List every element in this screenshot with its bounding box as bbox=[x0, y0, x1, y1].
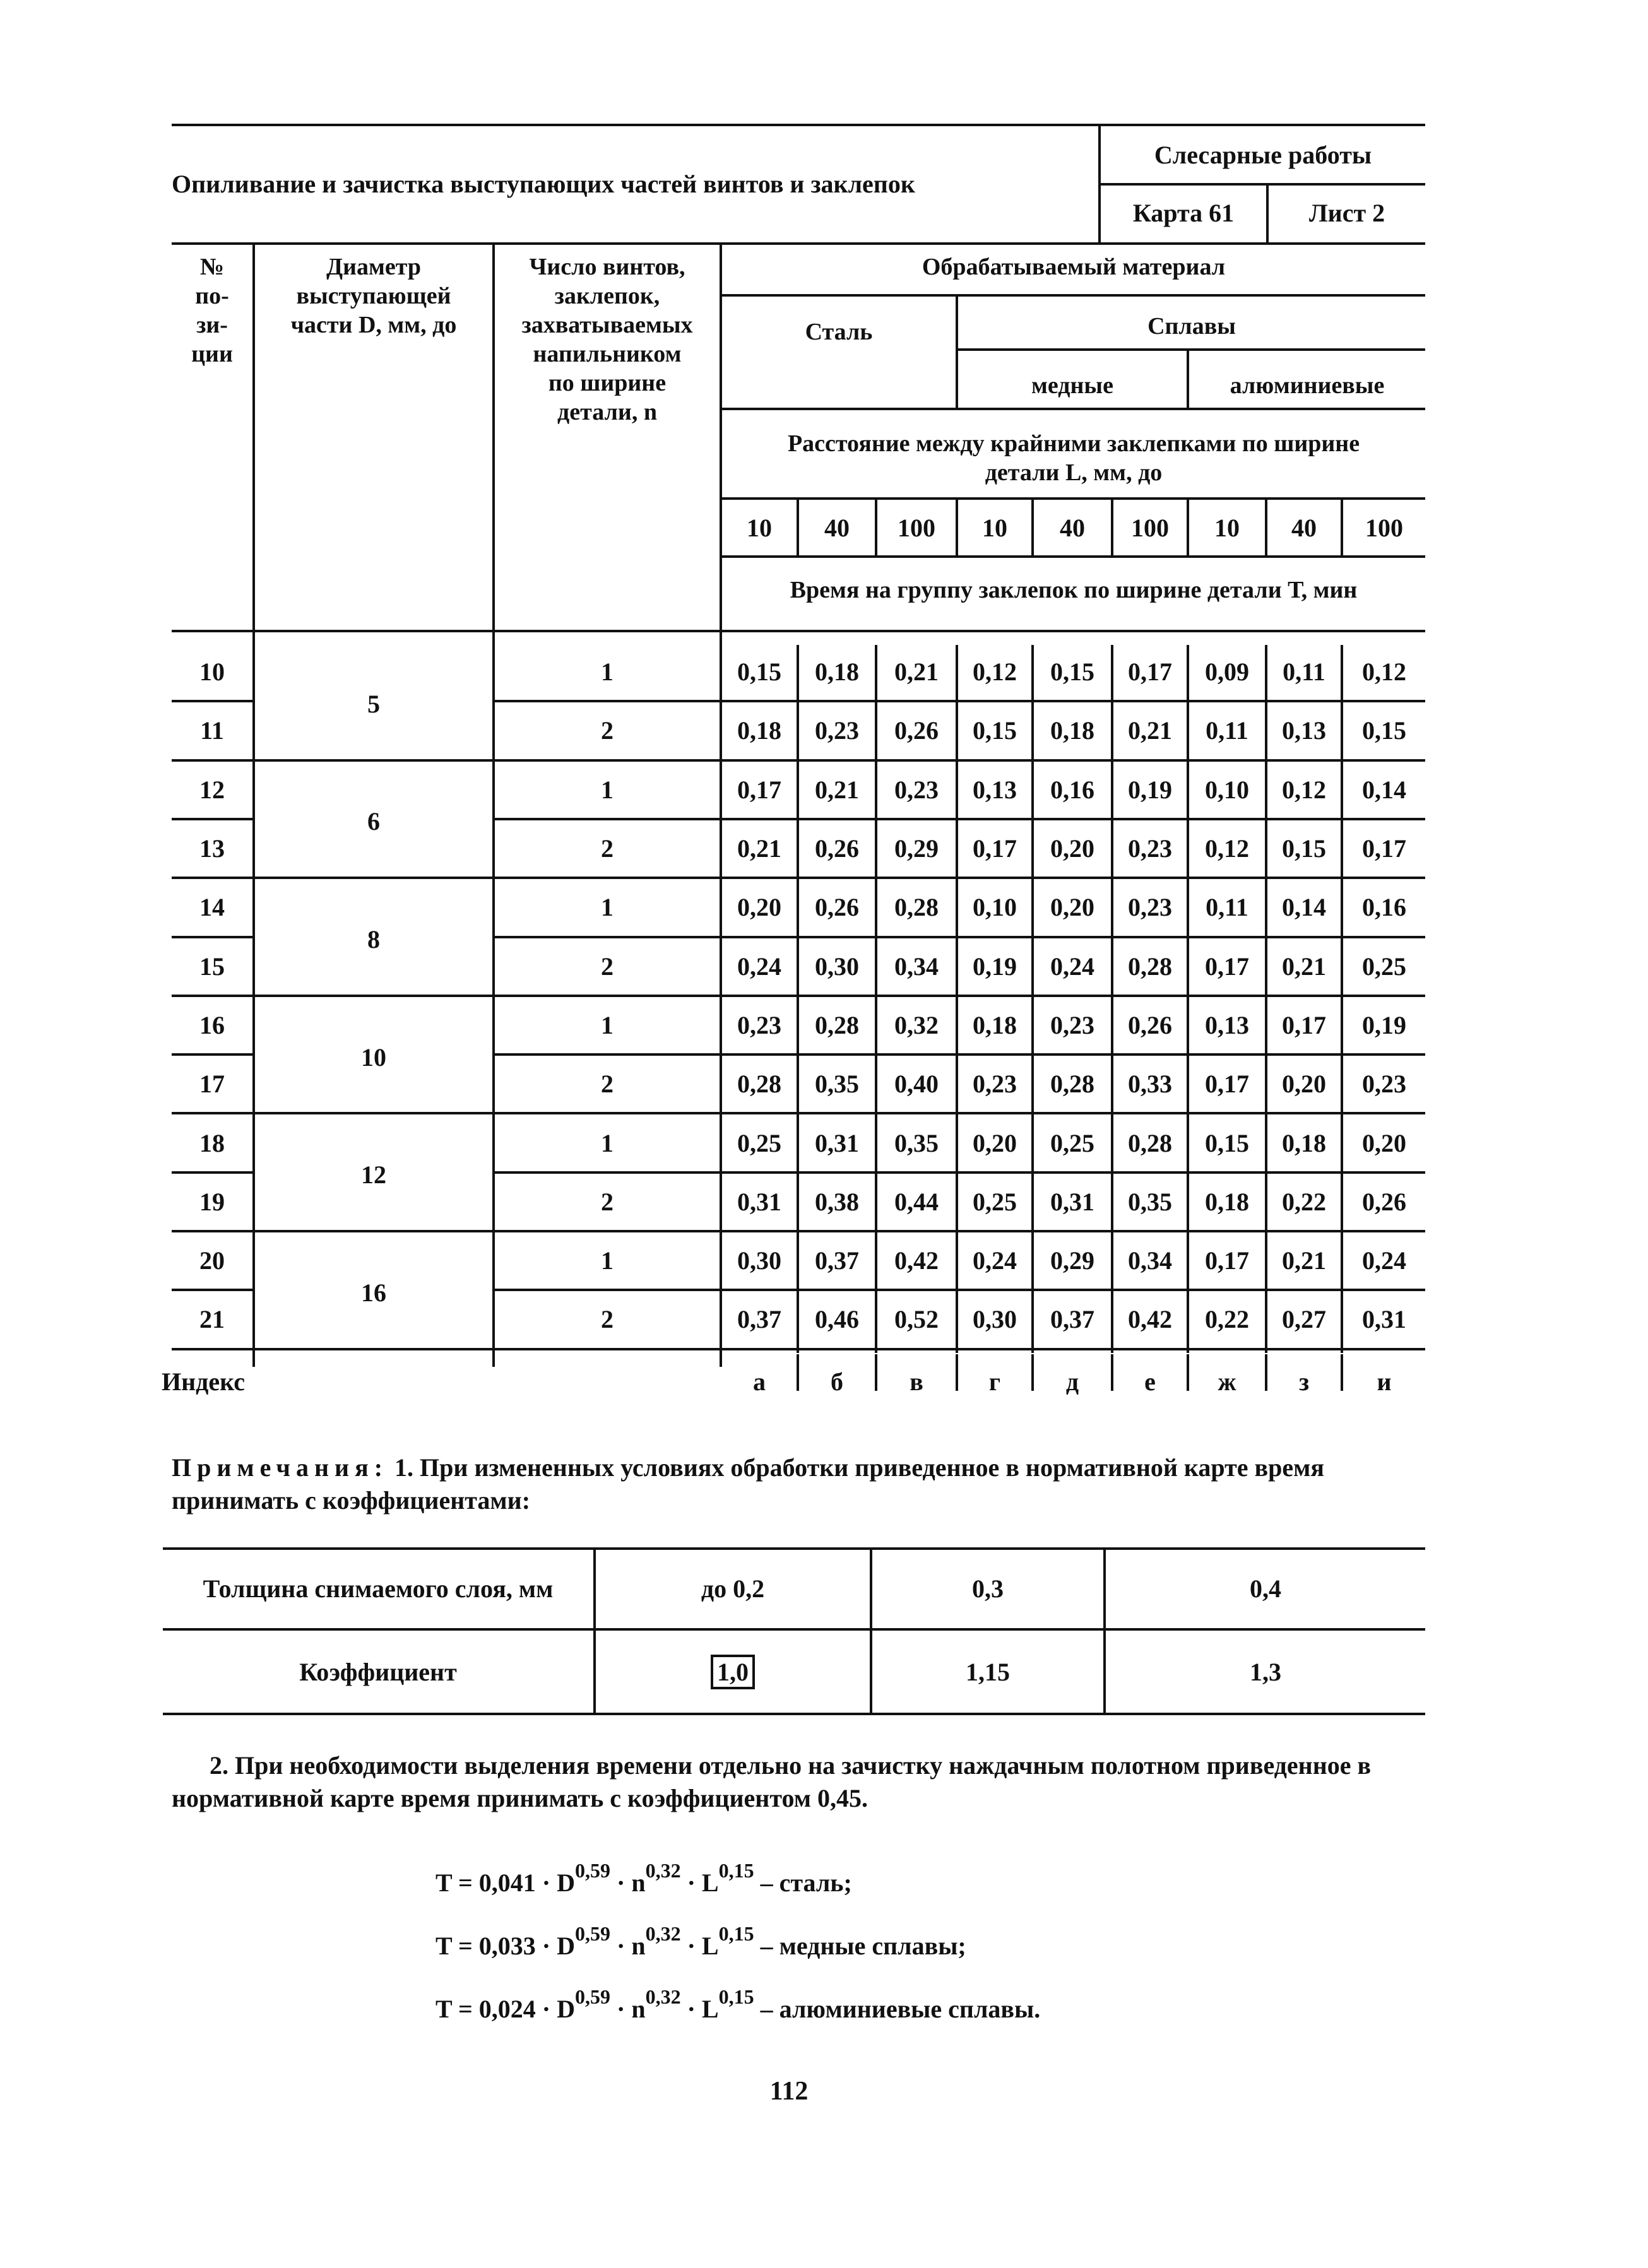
time-value-cell: 0,29 bbox=[894, 834, 939, 863]
time-value-cell: 0,15 bbox=[737, 658, 781, 687]
coef-value-boxed: 1,0 bbox=[711, 1655, 755, 1689]
distance-col-rule bbox=[956, 497, 958, 555]
time-value-cell: 0,11 bbox=[1283, 658, 1325, 687]
thickness-value: 0,4 bbox=[1250, 1574, 1281, 1603]
time-value-cell: 0,33 bbox=[1128, 1070, 1172, 1099]
time-value-cell: 0,52 bbox=[894, 1305, 939, 1334]
time-value-cell: 0,15 bbox=[1362, 716, 1406, 745]
index-col-rule bbox=[1187, 1354, 1189, 1391]
index-letter: е bbox=[1144, 1367, 1156, 1396]
note-2: 2. При необходимости выделения времени отдельно на зачистку наждачным полотном приведенное в нормативной карте время принимать с коэффициентом 0,45. bbox=[172, 1751, 1372, 1812]
note-1 bbox=[172, 1451, 1425, 1517]
formula-exponent: 0,32 bbox=[645, 1859, 681, 1882]
time-value-cell: 0,35 bbox=[894, 1128, 939, 1157]
time-value-cell: 0,18 bbox=[1050, 716, 1094, 745]
count-cell: 1 bbox=[601, 775, 614, 804]
formula-exponent: 0,59 bbox=[574, 1922, 610, 1945]
time-value-cell: 0,29 bbox=[1050, 1246, 1094, 1275]
time-value-cell: 0,10 bbox=[1205, 775, 1249, 804]
time-value-cell: 0,30 bbox=[815, 952, 859, 981]
distance-value: 40 bbox=[1291, 513, 1317, 542]
time-value-cell: 0,16 bbox=[1050, 775, 1094, 804]
formula-part: · n bbox=[610, 1995, 646, 2023]
formula-line bbox=[436, 1859, 852, 1898]
sheet-number: Лист 2 bbox=[1308, 199, 1385, 227]
formula-line bbox=[436, 1922, 966, 1961]
diameter-cell: 10 bbox=[361, 1042, 386, 1072]
count-cell: 1 bbox=[601, 1246, 614, 1275]
count-cell: 1 bbox=[601, 658, 614, 687]
distance-top-rule bbox=[720, 408, 1425, 410]
time-value-cell: 0,21 bbox=[1128, 716, 1172, 745]
time-value-cell: 0,19 bbox=[973, 952, 1017, 981]
time-value-cell: 0,18 bbox=[1205, 1187, 1249, 1216]
time-value-cell: 0,17 bbox=[1205, 1246, 1249, 1275]
distance-value: 40 bbox=[1060, 513, 1085, 542]
time-value-cell: 0,42 bbox=[1128, 1305, 1172, 1334]
thickness-value: до 0,2 bbox=[701, 1574, 765, 1603]
row-rule bbox=[492, 936, 1425, 938]
time-value-cell: 0,15 bbox=[973, 716, 1017, 745]
time-value-cell: 0,17 bbox=[1128, 658, 1172, 687]
time-value-cell: 0,23 bbox=[1128, 893, 1172, 922]
time-value-cell: 0,46 bbox=[815, 1305, 859, 1334]
formula-exponent: 0,15 bbox=[718, 1922, 754, 1945]
index-letter: з bbox=[1298, 1367, 1310, 1396]
time-value-cell: 0,20 bbox=[737, 893, 781, 922]
time-value-cell: 0,17 bbox=[973, 834, 1017, 863]
time-value-cell: 0,21 bbox=[1282, 952, 1326, 981]
distance-values-rule bbox=[720, 555, 1425, 558]
row-rule bbox=[492, 1171, 1425, 1174]
time-value-cell: 0,28 bbox=[894, 893, 939, 922]
count-cell: 1 bbox=[601, 893, 614, 922]
time-value-cell: 0,31 bbox=[737, 1187, 781, 1216]
row-rule bbox=[172, 700, 252, 702]
time-value-cell: 0,12 bbox=[1282, 775, 1326, 804]
time-value-cell: 0,22 bbox=[1282, 1187, 1326, 1216]
index-letter: в bbox=[910, 1367, 923, 1396]
count-cell: 2 bbox=[601, 834, 614, 863]
time-value-cell: 0,21 bbox=[737, 834, 781, 863]
distance-value: 10 bbox=[982, 513, 1007, 542]
coef-value: 1,3 bbox=[1250, 1657, 1281, 1686]
time-value-cell: 0,10 bbox=[973, 893, 1017, 922]
distance-col-rule bbox=[1111, 497, 1113, 555]
formula-part: · L bbox=[680, 1995, 719, 2023]
distance-value: 100 bbox=[1131, 513, 1169, 542]
formula-part: · n bbox=[610, 1932, 646, 1960]
position-cell: 21 bbox=[199, 1305, 225, 1334]
coef-label: Коэффициент bbox=[299, 1657, 457, 1686]
time-value-cell: 0,14 bbox=[1282, 893, 1326, 922]
time-value-cell: 0,23 bbox=[737, 1010, 781, 1039]
diameter-cell: 5 bbox=[367, 689, 380, 718]
time-value-cell: 0,24 bbox=[973, 1246, 1017, 1275]
col-header-diameter: Диаметр выступающей части D, мм, до bbox=[290, 254, 457, 338]
distance-col-rule bbox=[1341, 497, 1343, 555]
time-value-cell: 0,37 bbox=[815, 1246, 859, 1275]
formula-line bbox=[436, 1985, 1041, 2024]
distance-col-rule bbox=[1187, 497, 1189, 555]
index-col-rule bbox=[956, 1354, 958, 1391]
formula-part: – алюминиевые сплавы. bbox=[754, 1995, 1041, 2023]
time-value-cell: 0,12 bbox=[1362, 658, 1406, 687]
formula-exponent: 0,59 bbox=[574, 1985, 610, 2008]
header-top-rule bbox=[172, 124, 1425, 126]
time-value-cell: 0,32 bbox=[894, 1010, 939, 1039]
count-cell: 2 bbox=[601, 952, 614, 981]
position-cell: 13 bbox=[199, 834, 225, 863]
row-rule bbox=[492, 1053, 1425, 1056]
formula-part: · L bbox=[680, 1932, 719, 1960]
row-rule bbox=[172, 936, 252, 938]
header-end-rule bbox=[172, 630, 1425, 632]
formula-exponent: 0,59 bbox=[574, 1859, 610, 1882]
formula-exponent: 0,32 bbox=[645, 1922, 681, 1945]
distance-col-rule bbox=[797, 497, 799, 555]
position-cell: 14 bbox=[199, 893, 225, 922]
index-col-rule bbox=[1341, 1354, 1343, 1391]
index-letter: б bbox=[831, 1367, 843, 1396]
time-value-cell: 0,17 bbox=[1205, 1070, 1249, 1099]
time-value-cell: 0,38 bbox=[815, 1187, 859, 1216]
value-col-rule bbox=[797, 645, 799, 1353]
time-value-cell: 0,23 bbox=[815, 716, 859, 745]
distance-value: 40 bbox=[824, 513, 850, 542]
time-value-cell: 0,28 bbox=[737, 1070, 781, 1099]
time-value-cell: 0,15 bbox=[1282, 834, 1326, 863]
time-value-cell: 0,23 bbox=[1050, 1010, 1094, 1039]
coef-value-cell bbox=[596, 1631, 870, 1713]
time-value-cell: 0,24 bbox=[1362, 1246, 1406, 1275]
index-col-rule bbox=[797, 1354, 799, 1391]
time-value-cell: 0,19 bbox=[1362, 1010, 1406, 1039]
position-cell: 20 bbox=[199, 1246, 225, 1275]
index-letter: д bbox=[1065, 1367, 1079, 1396]
header-bottom-rule bbox=[172, 242, 1425, 245]
time-value-cell: 0,37 bbox=[737, 1305, 781, 1334]
time-value-cell: 0,34 bbox=[894, 952, 939, 981]
alloys-header: Сплавы bbox=[1147, 313, 1236, 340]
time-value-cell: 0,34 bbox=[1128, 1246, 1172, 1275]
page-title: Опиливание и зачистка выступающих частей винтов и заклепок bbox=[172, 170, 915, 198]
position-cell: 12 bbox=[199, 775, 225, 804]
distance-value: 10 bbox=[1214, 513, 1240, 542]
distance-col-rule bbox=[1265, 497, 1267, 555]
count-cell: 2 bbox=[601, 1070, 614, 1099]
value-col-rule bbox=[1111, 645, 1113, 1353]
row-rule bbox=[492, 818, 1425, 820]
time-value-cell: 0,31 bbox=[1362, 1305, 1406, 1334]
time-value-cell: 0,12 bbox=[973, 658, 1017, 687]
formula-part: · n bbox=[610, 1869, 646, 1897]
time-value-cell: 0,27 bbox=[1282, 1305, 1326, 1334]
time-header: Время на группу заклепок по ширине детали Т, мин bbox=[790, 577, 1358, 603]
value-col-rule bbox=[1265, 645, 1267, 1353]
row-rule bbox=[172, 1171, 252, 1174]
time-value-cell: 0,28 bbox=[1128, 1128, 1172, 1157]
time-value-cell: 0,25 bbox=[1362, 952, 1406, 981]
time-value-cell: 0,12 bbox=[1205, 834, 1249, 863]
time-value-cell: 0,18 bbox=[1282, 1128, 1326, 1157]
time-value-cell: 0,17 bbox=[1362, 834, 1406, 863]
formula-part: · L bbox=[680, 1869, 719, 1897]
value-col-rule bbox=[1031, 645, 1034, 1353]
note-1-label: Примечания: bbox=[172, 1453, 389, 1482]
formula-part: – медные сплавы; bbox=[754, 1932, 966, 1960]
card-number: Карта 61 bbox=[1132, 199, 1235, 227]
position-cell: 15 bbox=[199, 952, 225, 981]
value-col-rule bbox=[875, 645, 877, 1353]
time-value-cell: 0,37 bbox=[1050, 1305, 1094, 1334]
distance-value: 100 bbox=[898, 513, 935, 542]
time-value-cell: 0,19 bbox=[1128, 775, 1172, 804]
time-value-cell: 0,18 bbox=[815, 658, 859, 687]
aluminum-header: алюминиевые bbox=[1230, 372, 1385, 399]
diameter-cell: 6 bbox=[367, 807, 380, 836]
row-rule bbox=[172, 1053, 252, 1056]
time-value-cell: 0,23 bbox=[973, 1070, 1017, 1099]
index-col-rule bbox=[875, 1354, 877, 1391]
alloys-rule bbox=[956, 348, 1425, 351]
col-header-position: № по- зи- ции bbox=[191, 254, 233, 367]
time-value-cell: 0,35 bbox=[815, 1070, 859, 1099]
diameter-cell: 8 bbox=[367, 924, 380, 954]
position-cell: 10 bbox=[199, 658, 225, 687]
index-col-rule bbox=[1111, 1354, 1113, 1391]
time-value-cell: 0,26 bbox=[1128, 1010, 1172, 1039]
time-value-cell: 0,17 bbox=[1282, 1010, 1326, 1039]
time-value-cell: 0,24 bbox=[737, 952, 781, 981]
distance-value: 10 bbox=[747, 513, 772, 542]
time-value-cell: 0,11 bbox=[1206, 716, 1248, 745]
time-value-cell: 0,14 bbox=[1362, 775, 1406, 804]
time-value-cell: 0,23 bbox=[1128, 834, 1172, 863]
time-value-cell: 0,26 bbox=[894, 716, 939, 745]
index-label: Индекс bbox=[162, 1367, 245, 1396]
row-rule bbox=[492, 700, 1425, 702]
row-rule bbox=[172, 1289, 252, 1291]
distance-header: Расстояние между крайними заклепками по ширине детали L, мм, до bbox=[787, 430, 1360, 486]
time-value-cell: 0,21 bbox=[815, 775, 859, 804]
time-value-cell: 0,15 bbox=[1205, 1128, 1249, 1157]
time-value-cell: 0,20 bbox=[973, 1128, 1017, 1157]
page-number: 112 bbox=[769, 2077, 809, 2106]
time-value-cell: 0,20 bbox=[1050, 834, 1094, 863]
formula-part: T = 0,033 · D bbox=[436, 1932, 575, 1960]
time-value-cell: 0,28 bbox=[1128, 952, 1172, 981]
time-value-cell: 0,20 bbox=[1050, 893, 1094, 922]
work-category: Слесарные работы bbox=[1154, 141, 1372, 169]
formula-exponent: 0,15 bbox=[718, 1859, 754, 1882]
position-cell: 19 bbox=[199, 1187, 225, 1216]
value-col-rule bbox=[956, 645, 958, 1353]
copper-header: медные bbox=[1031, 372, 1113, 399]
col-header-count: Число винтов, заклепок, захватываемых напильником по ширине детали, n bbox=[521, 254, 693, 425]
time-value-cell: 0,15 bbox=[1050, 658, 1094, 687]
time-value-cell: 0,18 bbox=[737, 716, 781, 745]
formula-part: T = 0,041 · D bbox=[436, 1869, 575, 1897]
index-letter: а bbox=[753, 1367, 766, 1396]
position-cell: 18 bbox=[199, 1128, 225, 1157]
time-value-cell: 0,17 bbox=[737, 775, 781, 804]
time-value-cell: 0,11 bbox=[1206, 893, 1248, 922]
time-value-cell: 0,13 bbox=[1282, 716, 1326, 745]
count-cell: 1 bbox=[601, 1010, 614, 1039]
index-col-rule bbox=[1265, 1354, 1267, 1391]
time-value-cell: 0,13 bbox=[1205, 1010, 1249, 1039]
time-value-cell: 0,23 bbox=[894, 775, 939, 804]
time-value-cell: 0,26 bbox=[815, 834, 859, 863]
value-col-rule bbox=[1341, 645, 1343, 1353]
note-1-text: 1. При измененных условиях обработки приведенное в нормативной карте время принимать с коэффициентами: bbox=[172, 1453, 1324, 1515]
time-value-cell: 0,44 bbox=[894, 1187, 939, 1216]
count-cell: 2 bbox=[601, 1305, 614, 1334]
count-cell: 1 bbox=[601, 1128, 614, 1157]
time-value-cell: 0,16 bbox=[1362, 893, 1406, 922]
time-value-cell: 0,42 bbox=[894, 1246, 939, 1275]
steel-header: Сталь bbox=[805, 319, 873, 345]
time-value-cell: 0,25 bbox=[1050, 1128, 1094, 1157]
time-value-cell: 0,31 bbox=[815, 1128, 859, 1157]
position-cell: 11 bbox=[200, 716, 224, 745]
formula-part: – сталь; bbox=[754, 1869, 852, 1897]
formula-exponent: 0,15 bbox=[718, 1985, 754, 2008]
time-value-cell: 0,24 bbox=[1050, 952, 1094, 981]
time-value-cell: 0,30 bbox=[737, 1246, 781, 1275]
position-cell: 16 bbox=[199, 1010, 225, 1039]
time-value-cell: 0,35 bbox=[1128, 1187, 1172, 1216]
time-value-cell: 0,30 bbox=[973, 1305, 1017, 1334]
time-value-cell: 0,40 bbox=[894, 1070, 939, 1099]
header-mid-rule bbox=[1098, 183, 1425, 186]
row-rule bbox=[492, 1289, 1425, 1291]
time-value-cell: 0,28 bbox=[815, 1010, 859, 1039]
position-cell: 17 bbox=[199, 1070, 225, 1099]
time-value-cell: 0,20 bbox=[1282, 1070, 1326, 1099]
index-col-rule bbox=[1031, 1354, 1034, 1391]
formula-part: T = 0,024 · D bbox=[436, 1995, 575, 2023]
time-value-cell: 0,21 bbox=[1282, 1246, 1326, 1275]
time-value-cell: 0,20 bbox=[1362, 1128, 1406, 1157]
time-value-cell: 0,17 bbox=[1205, 952, 1249, 981]
thickness-label: Толщина снимаемого слоя, мм bbox=[203, 1574, 554, 1603]
index-letter: ж bbox=[1218, 1367, 1236, 1396]
row-rule bbox=[172, 818, 252, 820]
index-letter: и bbox=[1377, 1367, 1392, 1396]
time-value-cell: 0,25 bbox=[737, 1128, 781, 1157]
coef-value: 1,15 bbox=[966, 1657, 1010, 1686]
count-cell: 2 bbox=[601, 1187, 614, 1216]
count-cell: 2 bbox=[601, 716, 614, 745]
thickness-value: 0,3 bbox=[972, 1574, 1004, 1603]
formula-exponent: 0,32 bbox=[645, 1985, 681, 2008]
value-col-rule bbox=[1187, 645, 1189, 1353]
time-value-cell: 0,22 bbox=[1205, 1305, 1249, 1334]
distance-col-rule bbox=[875, 497, 877, 555]
time-value-cell: 0,09 bbox=[1205, 658, 1249, 687]
time-value-cell: 0,28 bbox=[1050, 1070, 1094, 1099]
coef-bottom-rule bbox=[163, 1713, 1425, 1715]
distance-value: 100 bbox=[1365, 513, 1403, 542]
time-value-cell: 0,26 bbox=[1362, 1187, 1406, 1216]
distance-col-rule bbox=[1031, 497, 1034, 555]
time-value-cell: 0,31 bbox=[1050, 1187, 1094, 1216]
diameter-cell: 12 bbox=[361, 1161, 386, 1190]
diameter-cell: 16 bbox=[361, 1278, 386, 1307]
material-header: Обрабатываемый материал bbox=[922, 254, 1226, 280]
time-value-cell: 0,25 bbox=[973, 1187, 1017, 1216]
time-value-cell: 0,23 bbox=[1362, 1070, 1406, 1099]
time-value-cell: 0,21 bbox=[894, 658, 939, 687]
time-value-cell: 0,18 bbox=[973, 1010, 1017, 1039]
time-value-cell: 0,13 bbox=[973, 775, 1017, 804]
time-value-cell: 0,26 bbox=[815, 893, 859, 922]
index-letter: г bbox=[988, 1367, 1001, 1396]
